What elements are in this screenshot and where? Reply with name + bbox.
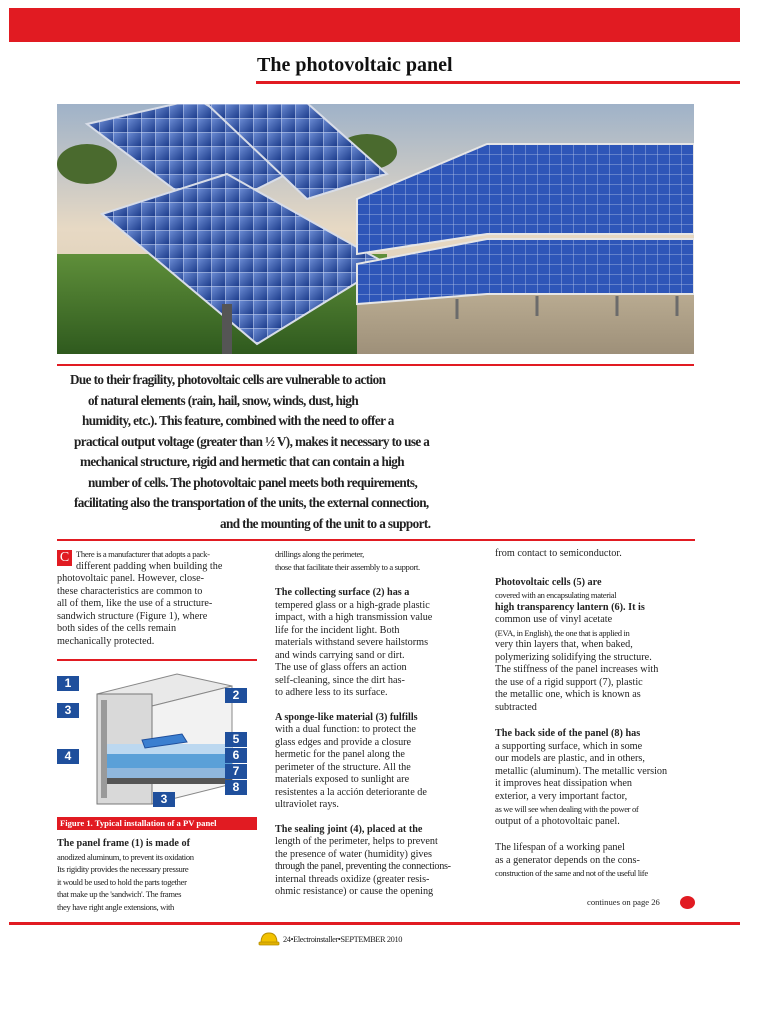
text-line: sandwich structure (Figure 1), where	[57, 610, 208, 622]
text-line: our models are plastic, and in others,	[495, 753, 645, 764]
text-line: tempered glass or a high-grade plastic	[275, 599, 430, 611]
text-line: construction of the same and not of the useful life	[495, 868, 648, 878]
text-line: exterior, a very important factor,	[495, 790, 628, 802]
paragraph-heading: The panel frame (1) is made of	[57, 838, 190, 849]
paragraph	[495, 548, 695, 561]
figure-caption: Figure 1. Typical installation of a PV panel	[57, 817, 257, 830]
figure-label-1: 1	[57, 676, 79, 691]
paragraph	[275, 824, 465, 899]
text-line: The lifespan of a working panel	[495, 842, 625, 853]
page-footer-text: 24•Electroinstaller•SEPTEMBER 2010	[283, 934, 403, 944]
text-line: the presence of water (humidity) gives	[275, 848, 433, 860]
page-title: The photovoltaic panel	[257, 54, 453, 76]
text-line: hermetic for the panel along the	[275, 749, 405, 760]
text-line: that make up the 'sandwich'. The frames	[57, 889, 182, 899]
text-line: common use of vinyl acetate	[495, 614, 613, 625]
continues-note: continues on page 26	[587, 897, 660, 907]
text-line: self-cleaning, since the dirt has-	[275, 674, 405, 686]
lead-paragraph	[58, 370, 498, 534]
text-line: materials exposed to sunlight are	[275, 774, 410, 785]
text-line: and winds carrying sand or dirt.	[275, 649, 405, 661]
column-1	[57, 548, 257, 648]
top-red-banner	[9, 8, 740, 42]
lead-line: of natural elements (rain, hail, snow, winds, dust, high	[88, 392, 359, 408]
paragraph	[275, 548, 465, 573]
text-line: as a generator depends on the cons-	[495, 854, 640, 866]
text-line: internal threads oxidize (greater resis-	[275, 873, 430, 885]
text-line: through the panel, preventing the connections-	[275, 861, 451, 872]
text-line: output of a photovoltaic panel.	[495, 815, 620, 827]
text-line: both sides of the cells remain	[57, 623, 177, 634]
text-line: it improves heat dissipation when	[495, 778, 632, 789]
text-line: subtracted	[495, 701, 537, 713]
text-line: The stiffness of the panel increases with	[495, 664, 659, 675]
paragraph	[275, 712, 465, 812]
text-line: very thin layers that, when baked,	[495, 639, 633, 650]
column-3	[495, 548, 695, 892]
text-line: all of them, like the use of a structure-	[57, 598, 213, 609]
text-line: The use of glass offers an action	[275, 662, 407, 673]
frame-paragraph	[57, 838, 257, 913]
intro-paragraph	[57, 548, 257, 648]
lead-line: facilitating also the transportation of the units, the external connection,	[74, 495, 429, 510]
solar-panels-illustration	[57, 104, 694, 354]
figure-top-rule	[57, 659, 257, 661]
text-line: they have right angle extensions, with	[57, 901, 175, 912]
text-line: (EVA, in English), the one that is applied in	[495, 627, 630, 638]
paragraph-heading: The sealing joint (4), placed at the	[275, 823, 423, 835]
text-line: Its rigidity provides the necessary pressure	[57, 864, 189, 874]
title-underline	[256, 81, 740, 84]
text-line: from contact to semiconductor.	[495, 548, 622, 559]
text-line: drillings along the perimeter,	[275, 549, 364, 559]
text-line: perimeter of the structure. All the	[275, 761, 411, 773]
figure-label-6: 6	[225, 748, 247, 763]
drop-cap: C	[57, 550, 72, 566]
text-line: ultraviolet rays.	[275, 799, 339, 810]
text-line: as we will see when dealing with the power of	[495, 804, 639, 814]
text-line: ohmic resistance) or cause the opening	[275, 886, 434, 897]
text-line: impact, with a high transmission value	[275, 612, 433, 623]
text-line: resistentes a la acción deteriorante de	[275, 786, 427, 798]
paragraph	[495, 728, 695, 828]
paragraph-heading: high transparency lantern (6). It is	[495, 601, 645, 613]
paragraph	[495, 842, 695, 880]
text-line: polymerizing solidifying the structure.	[495, 651, 652, 663]
lead-line: mechanical structure, rigid and hermetic that can contain a high	[80, 454, 404, 469]
paragraph-heading: The collecting surface (2) has a	[275, 587, 410, 598]
hard-hat-icon	[258, 930, 280, 948]
figure-label-3-bottom: 3	[153, 792, 175, 807]
section-divider	[57, 539, 695, 541]
column-2	[275, 548, 465, 911]
text-line: photovoltaic panel. However, close-	[57, 573, 204, 584]
lead-line: Due to their fragility, photovoltaic cells are vulnerable to action	[70, 372, 386, 387]
figure-label-5: 5	[225, 732, 247, 747]
continues-marker-icon	[680, 896, 695, 909]
paragraph	[495, 577, 695, 715]
figure-label-3: 3	[57, 703, 79, 718]
text-line: metallic (aluminum). The metallic version	[495, 765, 668, 777]
text-line: to adhere less to its surface.	[275, 687, 388, 698]
text-line: There is a manufacturer that adopts a pack-	[76, 549, 210, 559]
text-line: materials withstand severe hailstorms	[275, 637, 429, 648]
text-line: those that facilitate their assembly to a support.	[275, 561, 420, 572]
lead-line: humidity, etc.). This feature, combined with the need to offer a	[82, 413, 394, 428]
text-line: the metallic one, which is known as	[495, 689, 641, 700]
hero-underline	[57, 364, 694, 366]
lead-line: and the mounting of the unit to a support.	[220, 515, 431, 531]
hero-solar-panels-image	[57, 104, 694, 354]
text-line: with a dual function: to protect the	[275, 724, 416, 735]
figure-label-8: 8	[225, 780, 247, 795]
figure-label-4: 4	[57, 749, 79, 764]
paragraph	[275, 587, 465, 700]
paragraph-heading: The back side of the panel (8) has	[495, 728, 641, 739]
page-footer	[258, 929, 402, 949]
figure-1-diagram	[57, 664, 257, 816]
figure-label-7: 7	[225, 764, 247, 779]
text-line: covered with an encapsulating material	[495, 590, 617, 600]
text-line: life for the incident light. Both	[275, 624, 400, 636]
text-line: different padding when building the	[76, 560, 223, 572]
paragraph-heading: Photovoltaic cells (5) are	[495, 576, 602, 588]
text-line: glass edges and provide a closure	[275, 736, 412, 748]
text-line: the use of a rigid support (7), plastic	[495, 676, 643, 688]
text-line: it would be used to hold the parts together	[57, 876, 187, 887]
lead-line: practical output voltage (greater than ½ V), makes it necessary to use a	[74, 433, 430, 449]
text-line: anodized aluminum, to prevent its oxidation	[57, 851, 194, 862]
bottom-rule	[9, 922, 740, 925]
text-line: length of the perimeter, helps to prevent	[275, 836, 438, 847]
paragraph-heading: A sponge-like material (3) fulfills	[275, 711, 418, 723]
figure-label-2: 2	[225, 688, 247, 703]
text-line: mechanically protected.	[57, 635, 155, 647]
text-line: a supporting surface, which in some	[495, 740, 643, 752]
text-line: these characteristics are common to	[57, 585, 203, 597]
lead-line: number of cells. The photovoltaic panel meets both requirements,	[88, 474, 418, 490]
